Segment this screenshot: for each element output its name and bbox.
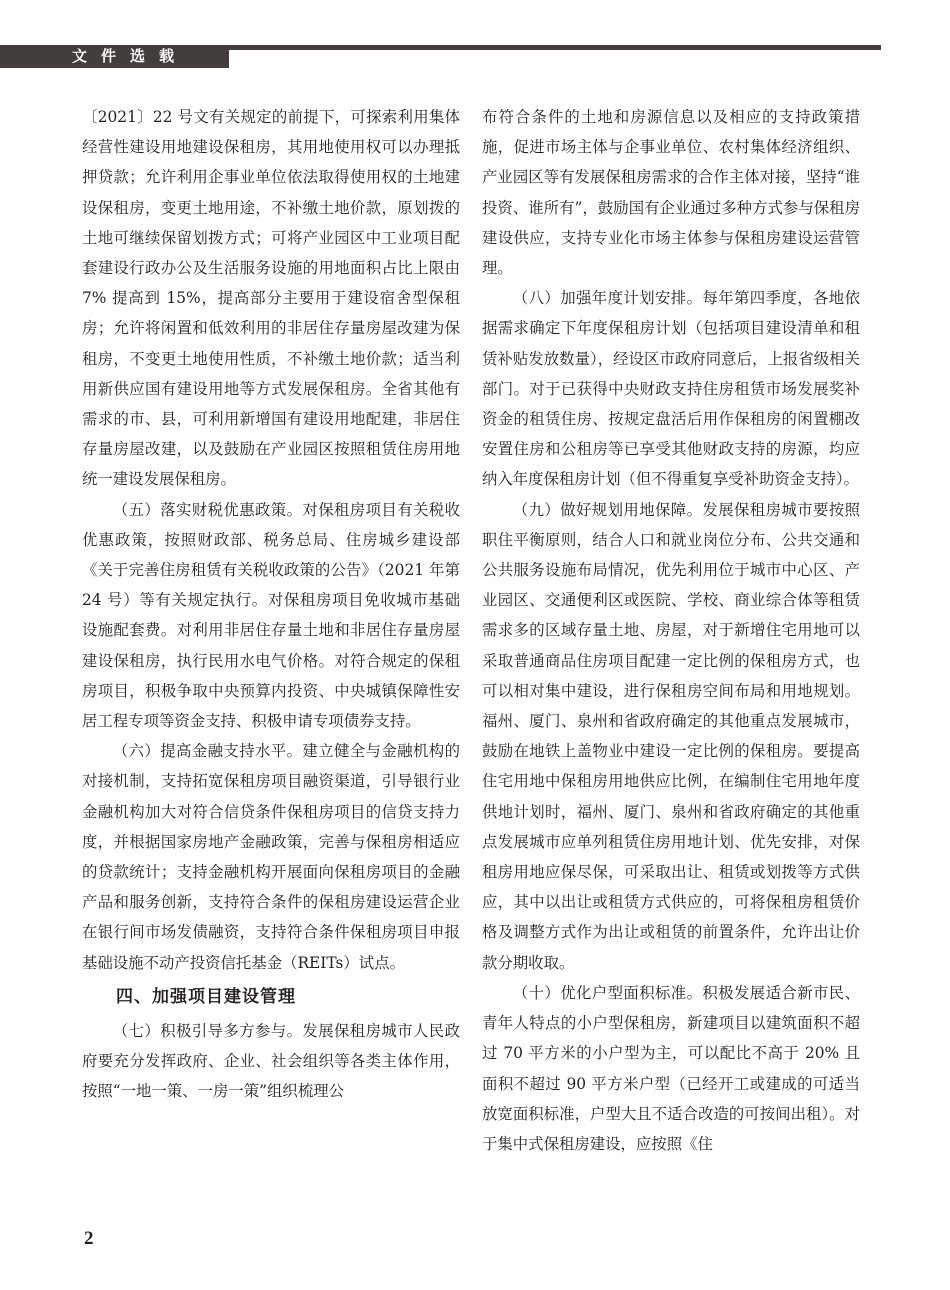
header-rule (229, 45, 881, 50)
section-heading: 四、加强项目建设管理 (116, 986, 296, 1007)
paragraph: （十）优化户型面积标准。积极发展适合新市民、青年人特点的小户型保租房，新建项目以建筑面积不超过 70 平方米的小户型为主，可以配比不高于 20% 且面积不超过 90 平方米户型（已经开工或建成的可适当放宽面积标准，户型大且不适合改造的可按间出租）。对于集中式保租房建设，应按照《住 (482, 983, 860, 1153)
paragraph: （五）落实财税优惠政策。对保租房项目有关税收优惠政策，按照财政部、税务总局、住房城乡建设部《关于完善住房租赁有关税收政策的公告》（2021 年第 24 号）等有关规定执行。对保租房项目免收城市基础设施配套费。对利用非居住存量土地和非居住存量房屋建设保租房，执行民用水电气价格。对符合规定的保租房项目，积极争取中央预算内投资、中央城镇保障性安居工程专项等资金支持、积极申请专项债券支持。 (82, 500, 460, 731)
paragraph: （七）积极引导多方参与。发展保租房城市人民政府要充分发挥政府、企业、社会组织等各类主体作用，按照“一地一策、一房一策”组织梳理公 (82, 1021, 460, 1101)
paragraph: 布符合条件的土地和房源信息以及相应的支持政策措施，促进市场主体与企事业单位、农村集体经济组织、产业园区等有发展保租房需求的合作主体对接，坚持“谁投资、谁所有”，鼓励国有企业通过多种方式参与保租房建设供应，支持专业化市场主体参与保租房建设运营管理。 (482, 108, 860, 278)
right-column (482, 102, 860, 1159)
paragraph: （九）做好规划用地保障。发展保租房城市要按照职住平衡原则，结合人口和就业岗位分布、公共交通和公共服务设施布局情况，优先利用位于城市中心区、产业园区、交通便利区或医院、学校、商业综合体等租赁需求多的区域存量土地、房屋，对于新增住宅用地可以采取普通商品住房项目配建一定比例的保租房方式，也可以相对集中建设，进行保租房空间布局和用地规划。福州、厦门、泉州和省政府确定的其他重点发展城市，鼓励在地铁上盖物业中建设一定比例的保租房。要提高住宅用地中保租房用地供应比例，在编制住宅用地年度供地计划时，福州、厦门、泉州和省政府确定的其他重点发展城市应单列租赁住房用地计划、优先安排，对保租房用地应保尽保，可采取出让、租赁或划拨等方式供应，其中以出让或租赁方式供应的，可将保租房租赁价格及调整方式作为出让或租赁的前置条件，允许出让价款分期收取。 (482, 500, 860, 972)
paragraph: （六）提高金融支持水平。建立健全与金融机构的对接机制，支持拓宽保租房项目融资渠道，引导银行业金融机构加大对符合信贷条件保租房项目的信贷支持力度，并根据国家房地产金融政策，完善与保租房相适应的贷款统计；支持金融机构开展面向保租房项目的金融产品和服务创新，支持符合条件的保租房建设运营企业在银行间市场发债融资，支持符合条件保租房项目申报基础设施不动产投资信托基金（REITs）试点。 (82, 742, 460, 972)
left-column (82, 102, 460, 1107)
section-title: 文件选载 (72, 47, 189, 65)
paragraph: （八）加强年度计划安排。每年第四季度，各地依据需求确定下年度保租房计划（包括项目建设清单和租赁补贴发放数量），经设区市政府同意后，上报省级相关部门。对于已获得中央财政支持住房租赁市场发展奖补资金的租赁住房、按规定盘活后用作保租房的闲置棚改安置住房和公租房等已享受其他财政支持的房源，均应纳入年度保租房计划（但不得重复享受补助资金支持）。 (482, 289, 860, 489)
page-number: 2 (84, 1228, 94, 1249)
paragraph: 〔2021〕22 号文有关规定的前提下，可探索利用集体经营性建设用地建设保租房，其用地使用权可以办理抵押贷款；允许利用企事业单位依法取得使用权的土地建设保租房，变更土地用途，不补缴土地价款，原划拨的土地可继续保留划拨方式；可将产业园区中工业项目配套建设行政办公及生活服务设施的用地面积占比上限由 7% 提高到 15%，提高部分主要用于建设宿舍型保租房；允许将闲置和低效利用的非居住存量房屋改建为保租房，不变更土地使用性质，不补缴土地价款；适当利用新供应国有建设用地等方式发展保租房。全省其他有需求的市、县，可利用新增国有建设用地配建，非居住存量房屋改建，以及鼓励在产业园区按照租赁住房用地统一建设发展保租房。 (82, 108, 460, 489)
